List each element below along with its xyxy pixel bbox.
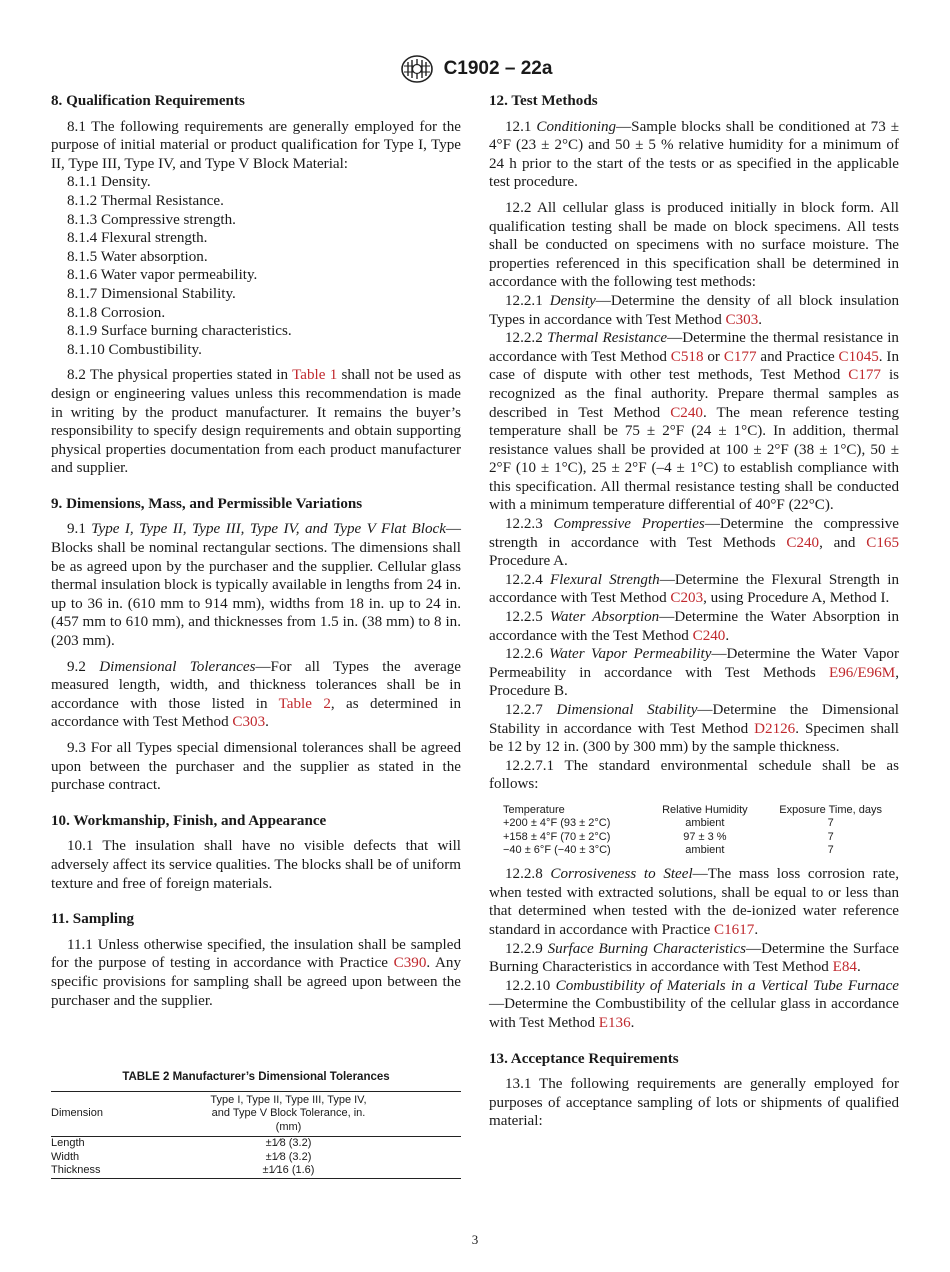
table-row: Thickness ±1⁄16 (1.6) — [51, 1164, 461, 1178]
table-2-link[interactable]: Table 2 — [278, 695, 331, 712]
page-number: 3 — [471, 1232, 479, 1247]
c303-link[interactable]: C303 — [725, 311, 759, 328]
section-9-heading: 9. Dimensions, Mass, and Permissible Variations — [51, 495, 363, 512]
c165-link[interactable]: C165 — [866, 534, 899, 551]
c240-link[interactable]: C240 — [670, 404, 703, 421]
section-13-heading: 13. Acceptance Requirements — [489, 1050, 679, 1067]
list-item: 8.1.10 Combustibility. — [67, 341, 202, 358]
table-2-caption: TABLE 2 Manufacturer’s Dimensional Tolerances — [122, 1071, 390, 1083]
section-8-heading: 8. Qualification Requirements — [51, 93, 245, 109]
list-item: 8.1.7 Dimensional Stability. — [67, 285, 236, 302]
table-row: Length ±1⁄8 (3.2) — [51, 1137, 312, 1149]
para-12-2-6: 12.2.6 Water Vapor Permeability—Determine the Water Vapor Permeability in accordance with Test Methods E96/E96M, Procedure B. — [489, 646, 899, 700]
standard-code: C1902 – 22a — [443, 58, 553, 79]
para-12-2-4: 12.2.4 Flexural Strength—Determine the Flexural Strength in accordance with Test Method C203, using Procedure A, Method I. — [489, 571, 899, 607]
c203-link[interactable]: C203 — [670, 590, 704, 607]
table-2-col-tolerance: Type I, Type II, Type III, Type IV, and Type V Block Tolerance, in. (mm) — [201, 1091, 461, 1137]
section-10-heading: 10. Workmanship, Finish, and Appearance — [51, 812, 327, 829]
c1617-link[interactable]: C1617 — [714, 921, 755, 938]
sched-col-humidity: Relative Humidity — [662, 803, 748, 816]
list-item: 8.1.4 Flexural strength. — [67, 230, 208, 247]
para-13-1: 13.1 The following requirements are generally employed for purposes of acceptance sampling of lots or shipments of qualified material: — [489, 1076, 899, 1130]
table-1-link[interactable]: Table 1 — [292, 367, 338, 384]
section-11-heading: 11. Sampling — [51, 911, 135, 928]
para-9-1: 9.1 Type I, Type II, Type III, Type IV, and Type V Flat Block—Blocks shall be nominal rectangular sections. The dimensions shall be as agreed upon by the purchaser and the supplier. Cellular glass thermal insulation block is typically available in lengths from 24 in. up to 36 in. (610 mm to 914 mm), widths from 18 in. up to 24 in. (457 mm to 610 mm), and thicknesses from 1.5 in. (38 mm) to 8 in. (203 mm). — [51, 521, 462, 650]
para-12-2-5: 12.2.5 Water Absorption—Determine the Water Absorption in accordance with the Test Method C240. — [489, 609, 900, 644]
para-9-3: 9.3 For all Types special dimensional tolerances shall be agreed upon between the purchaser and the supplier as stated in the purchase contract. — [51, 740, 461, 794]
para-12-2-8: 12.2.8 Corrosiveness to Steel—The mass loss corrosion rate, when tested with extracted solutions, shall be equal to or less than that determined when tested with the de-ionized water reference standard in accordance with Practice C1617. — [489, 866, 899, 938]
e136-link[interactable]: E136 — [598, 1014, 631, 1031]
table-2 — [51, 1071, 461, 1179]
list-item: 8.1.2 Thermal Resistance. — [67, 192, 224, 209]
para-12-2-7-1: 12.2.7.1 The standard environmental schedule shall be as follows: — [489, 757, 899, 793]
table-row: +158 ± 4°F (70 ± 2°C) 97 ± 3 % 7 — [503, 830, 834, 843]
table-row: Width ±1⁄8 (3.2) — [51, 1150, 312, 1163]
para-10-1: 10.1 The insulation shall have no visible defects that will adversely affect its service qualities. The blocks shall be of uniform texture and free of foreign materials. — [51, 838, 461, 892]
c390-link[interactable]: C390 — [393, 955, 427, 972]
para-12-2-2: 12.2.2 Thermal Resistance—Determine the thermal resistance in accordance with Test Method C518 or C177 and Practice C1045. In case of dispute with other test methods, Test Method C177 is recognized as the final authority. Prepare thermal samples as described in Test Method C240. The mean reference testing temperature shall be 75 ± 2°F (24 ± 1°C). In addition, thermal resistance values shall be provided at 100 ± 2°F (38 ± 1°C), 50 ± 2°F (10 ± 1°C), 25 ± 2°F (–4 ± 1°C) to establish compliance with this specification. All thermal resistance testing shall be conducted with a minimum temperature differential of 40°F (22°C). — [489, 330, 900, 514]
e84-link[interactable]: E84 — [832, 959, 857, 976]
para-12-2: 12.2 All cellular glass is produced initially in block form. All qualification testing shall be made on block specimens. All tests shall be conducted on specimens with no surface moisture. The properties referenced in this specification shall be determined in accordance with the following test methods: — [489, 199, 899, 291]
list-item: 8.1.9 Surface burning characteristics. — [67, 323, 292, 340]
para-8-2: 8.2 The physical properties stated in Table 1 shall not be used as design or engineering values unless this recommendation is made in writing by the product manufacturer. It remains the buyer’s responsibility to specify design requirements and obtain supporting physical properties documentation from each product manufacturer and supplier. — [51, 367, 461, 477]
table-2-col-dimension: Dimension — [51, 1091, 201, 1137]
table-row: −40 ± 6°F (−40 ± 3°C) ambient 7 — [503, 843, 834, 856]
d2126-link[interactable]: D2126 — [754, 720, 796, 737]
para-12-2-9: 12.2.9 Surface Burning Characteristics—Determine the Surface Burning Characteristics in accordance with Test Method E84. — [489, 940, 899, 976]
para-12-2-1: 12.2.1 Density—Determine the density of all block insulation Types in accordance with Test Method C303. — [489, 292, 900, 328]
list-item: 8.1.5 Water absorption. — [67, 248, 208, 265]
list-item: 8.1.1 Density. — [67, 174, 151, 191]
para-12-1: 12.1 Conditioning—Sample blocks shall be conditioned at 73 ± 4°F (23 ± 2°C) and 50 ± 5 % relative humidity for a minimum of 24 h prior to the start of the tests or as specified in the applicable test procedure. — [489, 118, 900, 191]
sched-col-exposure: Exposure Time, days — [779, 803, 882, 816]
list-item: 8.1.6 Water vapor permeability. — [67, 267, 258, 284]
left-column — [51, 92, 461, 1010]
para-9-2: 9.2 Dimensional Tolerances—For all Types the average measured length, width, and thickness tolerances shall be in accordance with those listed in Table 2, as determined in accordance with Test Method C303. — [51, 658, 461, 731]
c303-link[interactable]: C303 — [232, 714, 266, 731]
e96-link[interactable]: E96/E96M — [828, 664, 896, 681]
astm-logo-icon — [398, 54, 436, 84]
table-row: +200 ± 4°F (93 ± 2°C) ambient 7 — [503, 817, 834, 830]
list-item: 8.1.8 Corrosion. — [67, 304, 166, 321]
c1045-link[interactable]: C1045 — [838, 348, 879, 365]
c240-link[interactable]: C240 — [786, 534, 820, 551]
c177-link[interactable]: C177 — [848, 367, 881, 384]
para-12-2-10: 12.2.10 Combustibility of Materials in a Vertical Tube Furnace—Determine the Combustibility of the cellular glass in accordance with Test Method E136. — [489, 977, 899, 1031]
para-11-1: 11.1 Unless otherwise specified, the insulation shall be sampled for the purpose of testing in accordance with Practice C390. Any specific provisions for sampling shall be agreed upon between the purchaser and the supplier. — [51, 936, 461, 1009]
right-column — [489, 92, 899, 1131]
c240-link[interactable]: C240 — [692, 627, 726, 644]
para-12-2-7: 12.2.7 Dimensional Stability—Determine the Dimensional Stability in accordance with Test Method D2126. Specimen shall be 12 by 12 in. (300 by 300 mm) by the sample thickness. — [489, 702, 899, 756]
page-header — [0, 54, 950, 84]
sched-col-temperature: Temperature — [503, 803, 565, 816]
c177-link[interactable]: C177 — [723, 348, 757, 365]
list-item: 8.1.3 Compressive strength. — [67, 211, 236, 228]
section-12-heading: 12. Test Methods — [489, 93, 598, 109]
environmental-schedule-table — [489, 804, 899, 857]
c518-link[interactable]: C518 — [670, 348, 704, 365]
para-8-1: 8.1 The following requirements are generally employed for the purpose of initial material or product qualification for Type I, Type II, Type III, Type IV, and Type V Block Material: — [51, 118, 461, 172]
qualification-list — [51, 173, 461, 359]
para-12-2-3: 12.2.3 Compressive Properties—Determine the compressive strength in accordance with Test Methods C240, and C165 Procedure A. — [489, 516, 899, 570]
